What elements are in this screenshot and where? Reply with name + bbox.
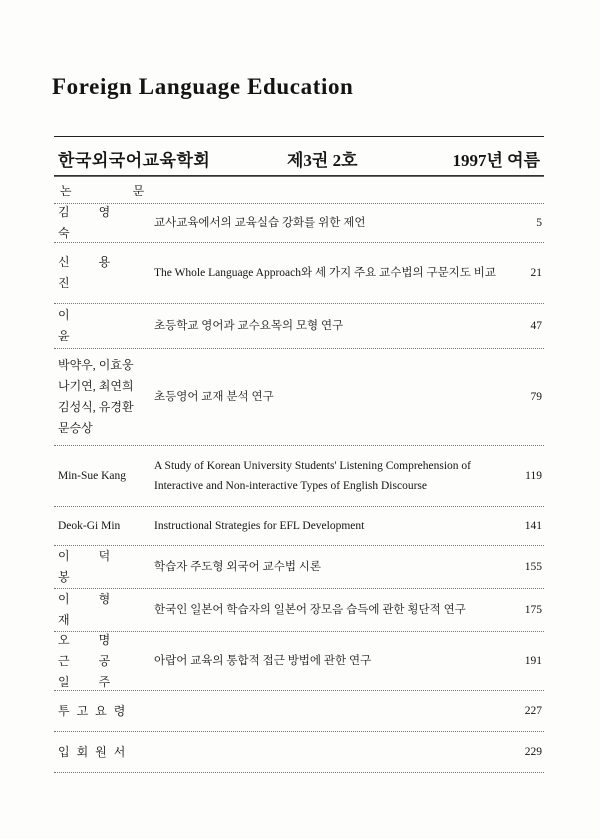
toc-entry[interactable]	[54, 631, 544, 690]
issue-date: 1997년 여름	[452, 151, 540, 170]
toc-entry[interactable]	[54, 242, 544, 303]
toc-entry[interactable]	[54, 203, 544, 242]
entry-page: 21	[530, 267, 542, 279]
entry-author: 김 영 숙	[58, 205, 124, 240]
entry-page: 119	[525, 470, 542, 482]
entry-title: Instructional Strategies for EFL Development	[154, 520, 365, 532]
entry-label: 투고요령	[58, 703, 133, 718]
entry-page: 5	[536, 217, 542, 229]
entry-page: 191	[524, 655, 542, 667]
issue-volume: 제3권 2호	[287, 151, 358, 170]
entry-author: 이 덕 봉	[58, 549, 124, 584]
bottom-rule	[54, 772, 544, 773]
entry-title: 한국인 일본어 학습자의 일본어 장모음 습득에 관한 횡단적 연구	[154, 604, 466, 616]
entry-title: 교사교육에서의 교육실습 강화를 위한 제언	[154, 217, 366, 229]
table-of-contents	[54, 136, 544, 773]
toc-entry[interactable]	[54, 445, 544, 506]
toc-entry[interactable]	[54, 588, 544, 631]
entry-page: 229	[524, 746, 542, 758]
entry-author: 이 윤	[58, 308, 122, 343]
toc-entry[interactable]	[54, 348, 544, 445]
toc-entry[interactable]	[54, 545, 544, 588]
entry-page: 79	[530, 391, 542, 403]
society-name: 한국외국어교육학회	[58, 151, 211, 170]
journal-title: Foreign Language Education	[52, 74, 354, 99]
issue-header	[54, 137, 544, 175]
entry-page: 47	[530, 320, 542, 332]
entry-page: 227	[524, 705, 542, 717]
entry-title: 학습자 주도형 외국어 교수법 시론	[154, 561, 322, 573]
entry-author: 이 형 재	[58, 592, 124, 627]
entry-author: 박약우, 이효웅 나기연, 최연희 김성식, 유경환 문승상	[58, 358, 134, 435]
entry-title: 초등영어 교재 분석 연구	[154, 391, 274, 403]
entry-title: A Study of Korean University Students' Listening Comprehension of Interactive and Non-interactive Types of English Discourse	[154, 460, 472, 492]
entry-title: 아랍어 교육의 통합적 접근 방법에 관한 연구	[154, 655, 372, 667]
toc-entry[interactable]	[54, 506, 544, 545]
section-heading	[54, 176, 544, 203]
section-label: 논 문	[60, 184, 174, 198]
toc-entry[interactable]	[54, 303, 544, 348]
entry-label: 입회원서	[58, 744, 133, 759]
entry-page: 175	[524, 604, 542, 616]
toc-entry-guidelines[interactable]	[54, 690, 544, 731]
entry-author: 신 용 진	[58, 255, 124, 290]
entry-page: 155	[524, 561, 542, 573]
entry-title: 초등학교 영어과 교수요목의 모형 연구	[154, 320, 344, 332]
entry-title: The Whole Language Approach와 세 가지 주요 교수법의 구문지도 비교	[154, 267, 496, 279]
entry-author: Min-Sue Kang	[58, 469, 127, 482]
entry-page: 141	[524, 520, 542, 532]
entry-author: 오 명 근 공 일 주	[58, 632, 124, 689]
toc-entry-application[interactable]	[54, 731, 544, 772]
entry-author: Deok-Gi Min	[58, 519, 121, 532]
